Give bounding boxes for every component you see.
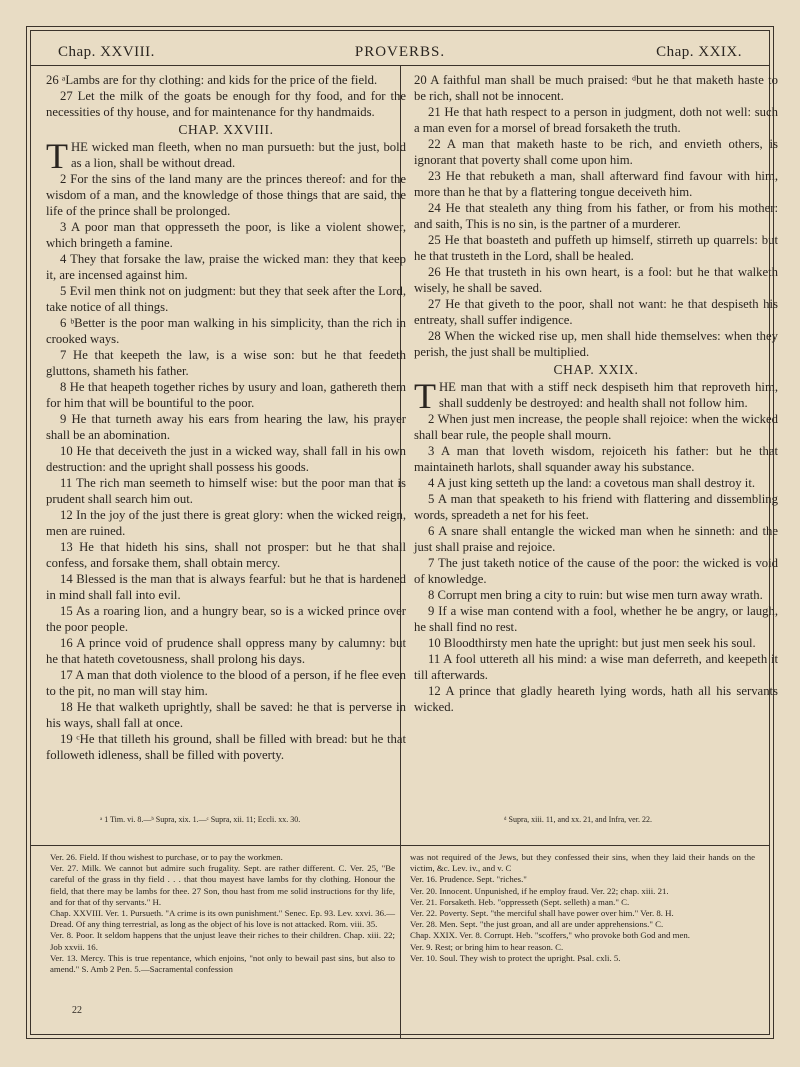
note: Ver. 26. Field. If thou wishest to purchase, or to pay the workmen. <box>50 852 283 862</box>
verse: 6 ᵇBetter is the poor man walking in his simplicity, than the rich in crooked ways. <box>46 316 406 346</box>
verse: 27 Let the milk of the goats be enough for thy food, and for the necessities of thy house, and for maintenance for thy handmaids. <box>46 89 406 119</box>
verse: 3 A poor man that oppresseth the poor, is like a violent shower, which bringeth a famine. <box>46 220 406 250</box>
note: Ver. 27. Milk. We cannot but admire such frugality. Sept. are rather different. C. Ver. 25, "Be careful of the grass in thy field . . . that thou mayest have lambs for thy clothing. Honour the field, that there may be lambs for thee. 27 Son, thou hast from me solid instructions for thy life, and for that of thy servants." H. <box>50 863 395 907</box>
verse: 14 Blessed is the man that is always fearful: but he that is hardened in mind shall fall into evil. <box>46 572 406 602</box>
note: Ver. 21. Forsaketh. Heb. "oppresseth (Sept. selleth) a man." C. <box>410 896 630 907</box>
verse: 4 A just king setteth up the land: a covetous man shall destroy it. <box>428 476 756 490</box>
header-book-title: PROVERBS. <box>354 44 446 60</box>
verse-first <box>46 136 406 176</box>
verse: 20 A faithful man shall be much praised: ᵈbut he that maketh haste to be rich, shall not be innocent. <box>414 73 778 103</box>
verse: 19 ᶜHe that tilleth his ground, shall be filled with bread: but he that followeth idleness, shall be filled with poverty. <box>46 732 406 762</box>
verse: 9 If a wise man contend with a fool, whether he be angry, or laugh, he shall find no rest. <box>414 604 778 634</box>
note: Ver. 8. Poor. It seldom happens that the unjust leave their riches to their children. Chap. xiii. 22; Job xxvii. 16. <box>50 930 395 952</box>
verse: 23 He that rebuketh a man, shall afterward find favour with him, more than he that by a flattering tongue deceiveth him. <box>414 169 778 199</box>
verse-text: HE wicked man fleeth, when no man pursueth: but the just, bold as a lion, shall be without dread. <box>71 140 406 170</box>
verse: 7 He that keepeth the law, is a wise son: but he that feedeth gluttons, shameth his father. <box>46 348 406 378</box>
note: Ver. 28. Men. Sept. "the just groan, and all are under apprehensions." C. <box>410 919 664 930</box>
verse: 5 Evil men think not on judgment: but they that seek after the Lord, take notice of all things. <box>46 284 406 314</box>
verse: 26 ᵃLambs are for thy clothing: and kids for the price of the field. <box>46 73 378 87</box>
verse: 12 A prince that gladly heareth lying words, hath all his servants wicked. <box>414 684 778 714</box>
verse: 27 He that giveth to the poor, shall not want: he that despiseth his entreaty, shall suffer indigence. <box>414 297 778 327</box>
verse: 6 A snare shall entangle the wicked man when he sinneth: and the just shall praise and rejoice. <box>414 524 778 554</box>
note: Ver. 9. Rest; or bring him to hear reason. C. <box>410 941 564 952</box>
footnote-refs-left: ᵃ 1 Tim. vi. 8.—ᵇ Supra, xix. 1.—ᶜ Supra, xii. 11; Eccli. xx. 30. <box>100 815 301 824</box>
verse: 10 Bloodthirsty men hate the upright: but just men seek his soul. <box>428 636 756 650</box>
verse: 4 They that forsake the law, praise the wicked man: they that keep it, are incensed against him. <box>46 252 406 282</box>
header-chapter-right: Chap. XXIX. <box>656 44 742 60</box>
running-header <box>30 30 770 66</box>
note: Ver. 13. Mercy. This is true repentance, which enjoins, "not only to bewail past sins, but also to amend." S. Amb 2 Pen. 5.—Sacramental confession <box>50 952 395 975</box>
verse: 10 He that deceiveth the just in a wicked way, shall fall in his own destruction: and the upright shall possess his goods. <box>46 444 406 474</box>
verse: 2 For the sins of the land many are the princes thereof: and for the wisdom of a man, and the knowledge of those things that are said, the life of the prince shall be prolonged. <box>46 172 406 218</box>
verse-text: HE man that with a stiff neck despiseth him that reproveth him, shall suddenly be destroyed: and health shall not follow him. <box>439 380 778 410</box>
note: Chap. XXVIII. Ver. 1. Pursueth. "A crime is its own punishment." Senec. Ep. 93. Lev. xxvi. 36.—Dread. Of any thing terrestrial, as long as the object of his love is not attacked. Rom. viii. 35. <box>50 908 395 930</box>
verse: 26 He that trusteth in his own heart, is a fool: but he that walketh wisely, he shall be saved. <box>414 265 778 295</box>
verse: 8 He that heapeth together riches by usury and loan, gathereth them for him that will be bountiful to the poor. <box>46 380 406 410</box>
note: was not required of the Jews, but they confessed their sins, when they laid their hands on the victim, &c. Lev. iv., and v. C <box>410 852 755 874</box>
left-column <box>46 72 406 763</box>
verse: 28 When the wicked rise up, men shall hide themselves: when they perish, the just shall be multiplied. <box>414 329 778 359</box>
verse: 11 A fool uttereth all his mind: a wise man deferreth, and keepeth it till afterwards. <box>414 652 778 682</box>
note: Chap. XXIX. Ver. 8. Corrupt. Heb. "scoffers," who provoke both God and men. <box>410 930 691 941</box>
note: Ver. 10. Soul. They wish to protect the upright. Psal. cxli. 5. <box>410 952 621 963</box>
verse: 12 In the joy of the just there is great glory: when the wicked reign, men are ruined. <box>46 508 406 538</box>
drop-cap: T <box>46 136 68 176</box>
verse: 5 A man that speaketh to his friend with flattering and dissembling words, spreadeth a net for his feet. <box>414 492 778 522</box>
verse: 18 He that walketh uprightly, shall be saved: he that is perverse in his ways, shall fall at once. <box>46 700 406 730</box>
chapter-heading-29: CHAP. XXIX. <box>553 362 639 377</box>
verse: 7 The just taketh notice of the cause of the poor: the wicked is void of knowledge. <box>414 556 778 586</box>
verse: 3 A man that loveth wisdom, rejoiceth his father: but he that maintaineth harlots, shall squander away his substance. <box>414 444 778 474</box>
commentary-left <box>50 852 395 975</box>
verse: 17 A man that doth violence to the blood of a person, if he flee even to the pit, no man will stay him. <box>46 668 406 698</box>
note: Ver. 22. Poverty. Sept. "the merciful shall have power over him." Ver. 8. H. <box>410 908 674 919</box>
verse: 8 Corrupt men bring a city to ruin: but wise men turn away wrath. <box>428 588 763 602</box>
notes-divider <box>30 845 770 846</box>
header-chapter-left: Chap. XXVIII. <box>58 44 155 60</box>
verse-first <box>414 376 778 416</box>
verse: 21 He that hath respect to a person in judgment, doth not well: such a man even for a morsel of bread forsaketh the truth. <box>414 105 778 135</box>
commentary-right <box>410 852 755 964</box>
verse: 2 When just men increase, the people shall rejoice: when the wicked shall bear rule, the people shall mourn. <box>414 412 778 442</box>
verse: 9 He that turneth away his ears from hearing the law, his prayer shall be an abomination. <box>46 412 406 442</box>
verse: 11 The rich man seemeth to himself wise: but the poor man that is prudent shall search him out. <box>46 476 406 506</box>
verse: 22 A man that maketh haste to be rich, and envieth others, is ignorant that poverty shall come upon him. <box>414 137 778 167</box>
verse: 25 He that boasteth and puffeth up himself, stirreth up quarrels: but he that trusteth in the Lord, shall be healed. <box>414 233 778 263</box>
chapter-heading-28: CHAP. XXVIII. <box>178 122 274 137</box>
footnote-refs-right: ᵈ Supra, xiii. 11, and xx. 21, and Infra, ver. 22. <box>504 815 652 824</box>
verse: 24 He that stealeth any thing from his father, or from his mother: and saith, This is no sin, is the partner of a murderer. <box>414 201 778 231</box>
note: Ver. 20. Innocent. Unpunished, if he employ fraud. Ver. 22; chap. xiii. 21. <box>410 885 669 896</box>
verse: 16 A prince void of prudence shall oppress many by calumny: but he that hateth covetousness, shall prolong his days. <box>46 636 406 666</box>
verse: 15 As a roaring lion, and a hungry bear, so is a wicked prince over the poor people. <box>46 604 406 634</box>
page-number: 22 <box>72 1005 82 1016</box>
drop-cap: T <box>414 376 436 416</box>
note: Ver. 16. Prudence. Sept. "riches." <box>410 874 527 885</box>
verse: 13 He that hideth his sins, shall not prosper: but he that shall confess, and forsake them, shall obtain mercy. <box>46 540 406 570</box>
right-column <box>414 72 778 715</box>
